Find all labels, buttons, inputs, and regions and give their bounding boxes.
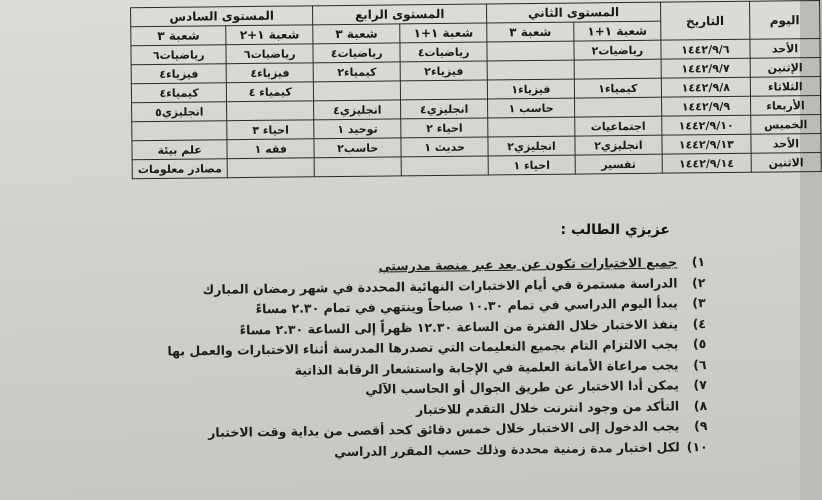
exam-schedule-table <box>130 0 822 179</box>
table-cell: حاسب ١ <box>488 98 575 118</box>
header-day: اليوم <box>749 1 820 40</box>
table-cell: انجليزي٥ <box>132 102 228 122</box>
table-cell: انجليزي٤ <box>314 100 401 120</box>
table-cell: فقه ١ <box>227 139 314 159</box>
table-cell <box>488 117 575 137</box>
table-cell <box>574 59 661 79</box>
table-cell: علم بيئة <box>132 140 228 160</box>
table-cell: فيزياء١ <box>487 79 574 99</box>
header-section: شعبة ٣ <box>131 26 227 46</box>
header-section: شعبة ١+١ <box>574 21 661 41</box>
table-cell: رياضيات٦ <box>131 45 227 65</box>
table-cell <box>132 121 228 141</box>
table-cell: رياضيات٤ <box>400 42 487 62</box>
table-cell <box>487 60 574 80</box>
table-cell: انجليزي٢ <box>488 136 575 156</box>
table-cell: احياء ١ <box>488 155 575 175</box>
table-cell: تفسير <box>575 154 662 174</box>
table-cell <box>487 41 574 61</box>
table-cell: ١٤٤٢/٩/٩ <box>661 96 750 116</box>
table-cell: الأحد <box>751 133 821 153</box>
table-cell: حديث ١ <box>401 137 488 157</box>
rule-text: يبدأ اليوم الدراسي في تمام ١٠.٣٠ صباحاً وينتهي في تمام ٢.٣٠ مساءً <box>255 295 678 317</box>
table-cell: رياضيات٢ <box>574 40 661 60</box>
rule-text: لكل اختبار مدة زمنية محددة وذلك حسب المقرر الدراسي <box>334 438 680 459</box>
rule-text: يجب مراعاة الأمانة العلمية في الإجابة واستشعار الرقابة الذاتية <box>294 356 679 378</box>
header-level-2: المستوى الثاني <box>487 2 661 23</box>
rule-number: ١) <box>691 253 706 270</box>
notice-heading: عزيزي الطالب : <box>560 222 670 238</box>
table-cell: كيمياء٢ <box>313 62 400 82</box>
rule-number: ٨) <box>693 397 708 413</box>
table-cell: فيزياء٢ <box>400 61 487 81</box>
table-cell: احياء ٣ <box>227 120 314 140</box>
table-cell: فيزياء٤ <box>131 64 227 84</box>
table-cell: الاثنين <box>751 152 821 172</box>
rule-number: ٦) <box>693 356 707 372</box>
table-cell: الأربعاء <box>750 96 820 116</box>
table-body <box>131 39 821 179</box>
table-cell: انجليزي٤ <box>401 99 488 119</box>
rule-text: يجب الدخول إلى الاختبار خلال خمس دقائق كحد أقصى من بداية وقت الاختبار <box>208 418 680 440</box>
table-cell: احياء ٢ <box>401 118 488 138</box>
table-cell: الثلاثاء <box>750 77 820 97</box>
table-cell: كيمياء٤ <box>131 83 227 103</box>
table-cell <box>227 158 314 178</box>
table-cell: ١٤٤٢/٩/٨ <box>661 77 750 97</box>
table-cell: اجتماعيات <box>575 116 662 136</box>
header-date: التاريخ <box>660 1 749 40</box>
header-section: شعبة ١+٢ <box>226 25 313 45</box>
table-cell: رياضيات٤ <box>313 43 400 63</box>
table-cell: ١٤٤٢/٩/٦ <box>661 39 750 59</box>
table-cell: ١٤٤٢/٩/١٤ <box>662 153 751 173</box>
rule-text: التأكد من وجود انترنت خلال التقدم للاختبار <box>415 397 680 417</box>
table-cell: ١٤٤٢/٩/٧ <box>661 58 750 78</box>
table-cell: توحيد ١ <box>314 119 401 139</box>
table-cell: الخميس <box>751 114 821 134</box>
rule-number: ٣) <box>692 294 706 311</box>
rule-number: ١٠) <box>686 438 708 454</box>
rule-text: يجب الالتزام التام بجميع التعليمات التي تصدرها المدرسة أثناء الاختبارات والعمل بها <box>167 336 679 359</box>
rules-list <box>85 252 708 466</box>
rule-number: ٩) <box>693 417 708 434</box>
table-cell <box>401 156 488 176</box>
table-cell: انجليزي٢ <box>575 135 662 155</box>
table-cell <box>314 81 401 101</box>
table-cell <box>227 101 314 121</box>
table-cell: الأحد <box>750 39 820 59</box>
rule-number: ٥) <box>692 335 707 352</box>
table-cell: مصادر معلومات <box>132 159 228 179</box>
table-cell: كيمياء ٤ <box>227 82 314 102</box>
rule-text: الدراسة مستمرة في أيام الاختبارات النهائية المحددة في شهر رمضان المبارك <box>202 274 678 297</box>
rule-number: ٤) <box>692 315 707 331</box>
header-level-6: المستوى السادس <box>131 6 313 27</box>
table-cell: حاسب٢ <box>314 138 401 158</box>
rule-number: ٧) <box>693 376 707 393</box>
header-section: شعبة ٣ <box>313 24 400 44</box>
table-cell: كيمياء١ <box>574 78 661 98</box>
rule-text: يمكن أدا الاختبار عن طريق الجوال أو الحاسب الآلي <box>365 377 679 397</box>
header-section: شعبة ٣ <box>487 22 574 42</box>
table-cell: ١٤٤٢/٩/١٠ <box>662 115 751 135</box>
table-cell: الإثنين <box>750 58 820 78</box>
rule-text: جميع الاختبارات تكون عن بعد عبر منصة مدرستي <box>378 254 678 274</box>
header-section: شعبة ١+١ <box>400 23 487 43</box>
table-cell <box>314 157 401 177</box>
header-level-4: المستوى الرابع <box>313 4 487 25</box>
table-cell <box>574 97 661 117</box>
table-cell: فيزياء٤ <box>226 63 313 83</box>
rule-number: ٢) <box>691 274 706 290</box>
rule-text: ينفذ الاختبار خلال الفترة من الساعة ١٢.٣٠ ظهراً إلى الساعة ٢.٣٠ مساءً <box>239 315 679 338</box>
table-cell <box>400 80 487 100</box>
table-cell: رياضيات٦ <box>226 44 313 64</box>
table-cell: ١٤٤٢/٩/١٣ <box>662 134 751 154</box>
